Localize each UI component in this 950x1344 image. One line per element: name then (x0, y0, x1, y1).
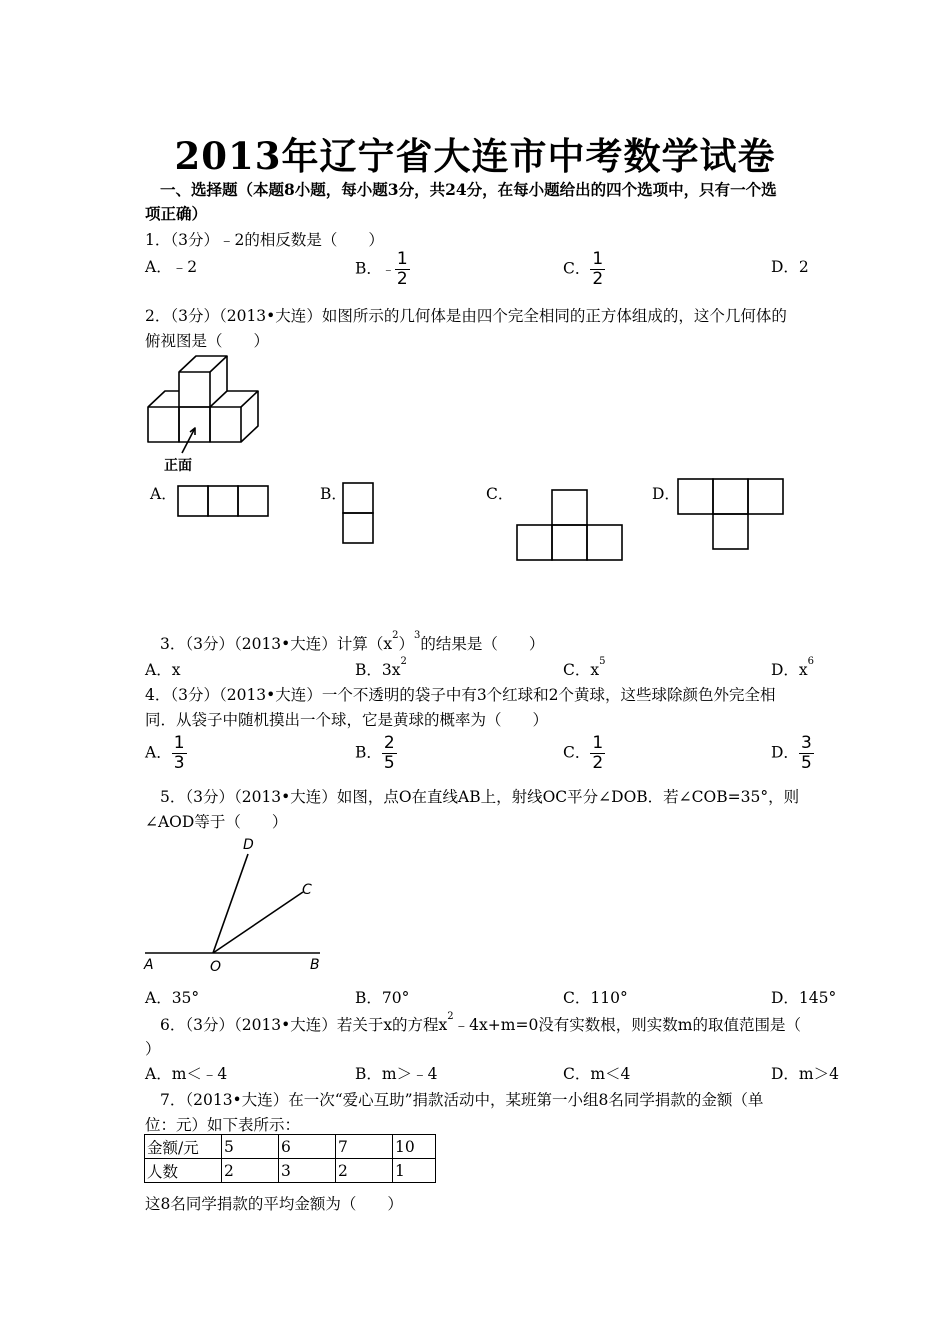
page-title: 2013年辽宁省大连市中考数学试卷 (174, 134, 776, 178)
q6-stem-sup: 2 (447, 1011, 454, 1022)
q3-stem-sup2: 3 (413, 630, 421, 641)
q6-stem-post: ﹣4x+m=0没有实数根，则实数m的取值范围是（ (453, 1016, 802, 1034)
q4-stem-line1: 4．（3分）（2013•大连）一个不透明的袋子中有3个红球和2个黄球，这些球除颜色外完全相 (145, 686, 776, 704)
q4-option-a (145, 734, 187, 773)
point-a-label: A (144, 957, 154, 973)
q3-option-b (355, 658, 407, 680)
q6-option-b: B．m＞﹣4 (355, 1065, 438, 1083)
q5-option-b: B．70° (355, 989, 410, 1007)
section-header-line2: 项正确） (145, 204, 208, 223)
q4-option-a-label: A． (145, 743, 172, 762)
table-cell: 2 (222, 1159, 279, 1183)
q2-cube-figure (140, 352, 270, 477)
q7-after-text: 这8名同学捐款的平均金额为（ ） (145, 1195, 403, 1213)
q1-option-c-label: C． (563, 259, 591, 278)
q5-stem-line1: 5．（3分）（2013•大连）如图，点O在直线AB上，射线OC平分∠DOB．若∠COB=35°，则 (160, 788, 800, 806)
point-b-label: B (310, 957, 320, 973)
section-header-line1: 一、选择题（本题8小题，每小题3分，共24分，在每小题给出的四个选项中，只有一个选 (160, 180, 777, 199)
table-cell: 人数 (145, 1159, 222, 1183)
q4-option-c-fraction (590, 734, 605, 773)
q6-option-a: A．m＜﹣4 (145, 1065, 228, 1083)
q4-option-b-fraction (382, 734, 397, 773)
q4-option-b-label: B． (355, 743, 382, 762)
q2-option-b-label: B． (320, 485, 347, 503)
q3-option-d (771, 658, 814, 680)
q3-option-c-sup: 5 (599, 656, 606, 667)
q6-stem-line2: ） (145, 1040, 161, 1058)
q4-option-c-label: C． (563, 743, 591, 762)
q6-stem-line1 (160, 1013, 801, 1035)
fraction-denominator: 5 (800, 753, 812, 773)
fraction-numerator: 1 (173, 733, 185, 753)
donation-table (144, 1134, 436, 1183)
fraction-numerator: 3 (800, 733, 812, 753)
q5-angle-figure (140, 832, 330, 977)
q6-stem-pre: 6．（3分）（2013•大连）若关于x的方程x (160, 1016, 448, 1034)
point-o-label: O (210, 959, 222, 975)
q3-option-a: A．x (145, 661, 181, 679)
q3-option-d-text: D．x (771, 661, 808, 679)
q2-option-d-label: D． (652, 485, 680, 503)
q3-stem-sup1: 2 (392, 630, 399, 641)
table-cell: 10 (393, 1135, 436, 1159)
table-cell: 3 (279, 1159, 336, 1183)
fraction-numerator: 1 (396, 249, 408, 269)
q3-option-c-text: C．x (563, 661, 600, 679)
q4-stem-line2: 同．从袋子中随机摸出一个球，它是黄球的概率为（ ） (145, 711, 549, 729)
q1-option-b-sign: ﹣ (381, 262, 395, 278)
q5-option-d: D．145° (771, 989, 837, 1007)
q3-stem-mid: ） (398, 635, 414, 653)
q4-option-d-fraction (799, 734, 814, 773)
q5-option-a: A．35° (145, 989, 200, 1007)
q3-option-c (563, 658, 605, 680)
fraction-numerator: 1 (592, 249, 604, 269)
q7-stem-line1: 7．（2013•大连）在一次“爱心互助”捐款活动中，某班第一小组8名同学捐款的金额（单 (160, 1091, 764, 1109)
fraction-denominator: 5 (383, 753, 395, 773)
table-cell: 金额/元 (145, 1135, 222, 1159)
table-cell: 1 (393, 1159, 436, 1183)
fraction-denominator: 2 (396, 269, 408, 289)
q2-option-d-figure (676, 477, 788, 553)
q2-option-a-label: A． (150, 485, 177, 503)
fraction-denominator: 2 (592, 753, 604, 773)
q2-stem-line2: 俯视图是（ ） (145, 332, 270, 350)
q1-option-b-label: B． (355, 259, 382, 278)
q1-option-b-fraction (395, 250, 410, 289)
q1-stem: 1．（3分）﹣2的相反数是（ ） (145, 231, 384, 249)
front-label: 正面 (164, 458, 192, 474)
q4-option-b (355, 734, 397, 773)
point-d-label: D (243, 837, 254, 853)
table-row (145, 1135, 436, 1159)
q4-option-d-label: D． (771, 743, 799, 762)
table-row (145, 1159, 436, 1183)
q3-stem-post: 的结果是（ ） (420, 635, 545, 653)
q3-stem (160, 632, 544, 654)
q3-stem-pre: 3．（3分）（2013•大连）计算（x (160, 635, 393, 653)
fraction-numerator: 2 (383, 733, 395, 753)
fraction-denominator: 3 (173, 753, 185, 773)
q3-option-d-sup: 6 (807, 656, 815, 667)
q5-stem-line2: ∠AOD等于（ ） (145, 813, 288, 831)
table-cell: 2 (336, 1159, 393, 1183)
q1-option-d: D．2 (771, 258, 809, 276)
q2-stem-line1: 2．（3分）（2013•大连）如图所示的几何体是由四个完全相同的正方体组成的，这个几何体的 (145, 307, 787, 325)
q1-option-c-fraction (590, 250, 605, 289)
q3-option-b-sup: 2 (400, 656, 407, 667)
q5-option-c: C．110° (563, 989, 628, 1007)
q6-option-d: D．m＞4 (771, 1065, 839, 1083)
point-c-label: C (302, 882, 312, 898)
q4-option-c (563, 734, 605, 773)
q2-option-c-figure (515, 488, 629, 564)
q1-option-b (355, 250, 410, 289)
table-cell: 6 (279, 1135, 336, 1159)
q4-option-a-fraction (172, 734, 187, 773)
q2-option-c-label: C． (486, 485, 514, 503)
q7-stem-line2: 位：元）如下表所示： (145, 1116, 301, 1134)
fraction-denominator: 2 (592, 269, 604, 289)
q3-option-b-text: B．3x (355, 661, 401, 679)
q2-option-a-figure (176, 484, 272, 520)
q1-option-a: A．﹣2 (145, 258, 198, 276)
table-cell: 7 (336, 1135, 393, 1159)
table-cell: 5 (222, 1135, 279, 1159)
fraction-numerator: 1 (592, 733, 604, 753)
q4-option-d (771, 734, 814, 773)
q6-option-c: C．m＜4 (563, 1065, 631, 1083)
q1-option-c (563, 250, 605, 289)
q2-option-b-figure (341, 481, 377, 547)
